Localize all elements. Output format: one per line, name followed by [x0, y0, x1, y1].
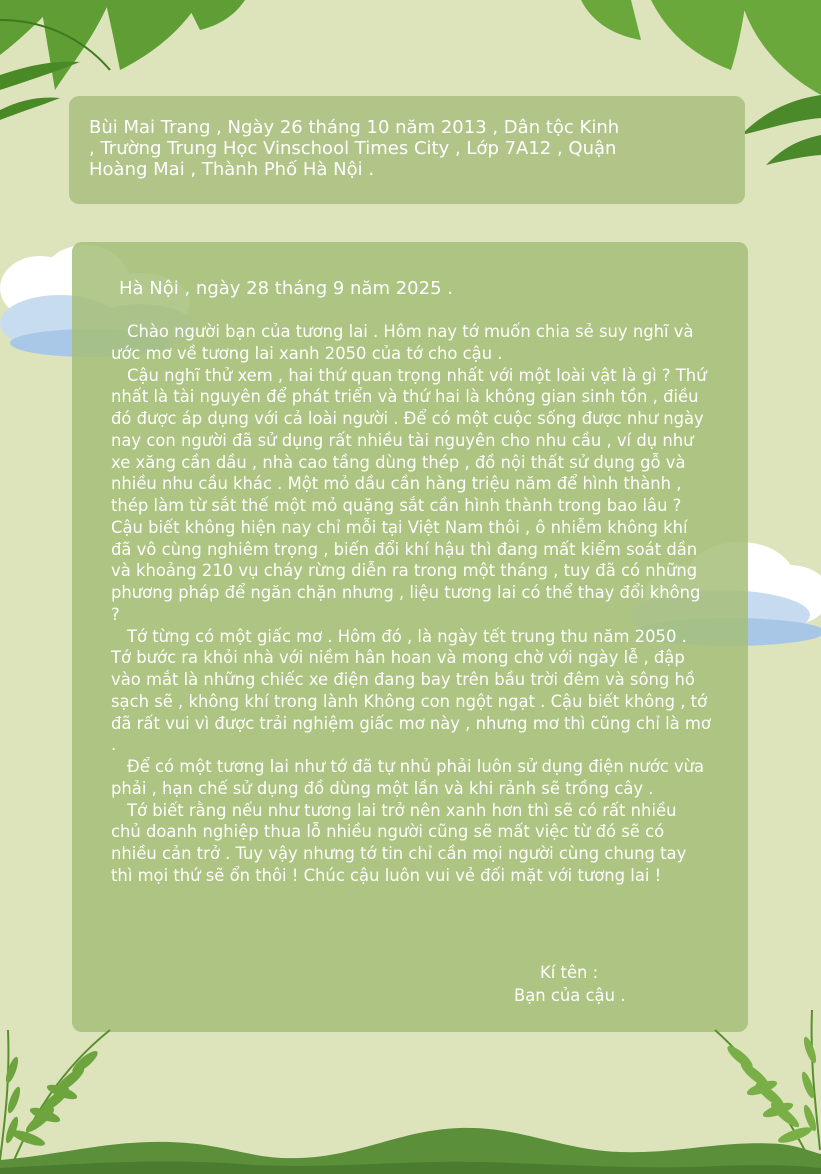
letter-box: [72, 242, 748, 1032]
letter-date: Hà Nội , ngày 28 tháng 9 năm 2025 .: [119, 278, 453, 299]
letter-paragraph: Tớ biết rằng nếu như tương lai trở nên xanh hơn thì sẽ có rất nhiều chủ doanh nghiệp thua lỗ nhiều người cũng sẽ mất việc từ đó sẽ có nhiều cản trở . Tuy vậy nhưng tớ tin chỉ cần mọi người cùng chung tay thì mọi thứ sẽ ổn thôi ! Chúc cậu luôn vui vẻ đối mặt với tương lai !: [111, 800, 687, 885]
signature-label: Kí tên :: [540, 963, 599, 982]
signature-name: Bạn của cậu .: [514, 986, 626, 1005]
letter-paragraph: Cậu nghĩ thử xem , hai thứ quan trọng nhất với một loài vật là gì ? Thứ nhất là tài nguyên để phát triển và thứ hai là không gian sinh tồn , điều đó được áp dụng với cả loài người . Để có một cuộc sống được như ngày nay con người đã sử dụng rất nhiều tài nguyên cho nhu cầu , ví dụ như xe xăng cần dầu , nhà cao tầng dùng thép , đồ nội thất sử dụng gỗ và nhiều nhu cầu khác . Một mỏ dầu cần hàng triệu năm để hình thành , thép làm từ sắt thế một mỏ quặng sắt cần hình thành trong bao lâu ? Cậu biết không hiện nay chỉ mỗi tại Việt Nam thôi , ô nhiễm không khí đã vô cùng nghiêm trọng , biến đổi khí hậu thì đang mất kiểm soát dần và khoảng 210 vụ cháy rừng diễn ra trong một tháng , tuy đã có những phương pháp để ngăn chặn nhưng , liệu tương lai có thể thay đổi không ?: [111, 365, 707, 624]
letter-paragraph: Để có một tương lai như tớ đã tự nhủ phải luôn sử dụng điện nước vừa phải , hạn chế sử dụng đồ dùng một lần và khi rảnh sẽ trồng cây .: [111, 757, 705, 798]
letter-body: [111, 321, 711, 887]
author-info-box: [69, 96, 745, 204]
letter-paragraph: Chào người bạn của tương lai . Hôm nay tớ muốn chia sẻ suy nghĩ và ước mơ về tương lai xanh 2050 của tớ cho cậu .: [111, 322, 694, 363]
letter-paragraph: Tớ từng có một giấc mơ . Hôm đó , là ngày tết trung thu năm 2050 . Tớ bước ra khỏi nhà với niềm hân hoan và mong chờ với ngày lễ , đập vào mắt là những chiếc xe điện đang bay trên bầu trời đêm và sông hồ sạch sẽ , không khí trong lành Không con ngột ngạt . Cậu biết không , tớ đã rất vui vì được trải nghiệm giấc mơ này , nhưng mơ thì cũng chỉ là mơ .: [111, 626, 711, 755]
author-info-text: Bùi Mai Trang , Ngày 26 tháng 10 năm 2013 , Dân tộc Kinh , Trường Trung Học Vinschool Times City , Lớp 7A12 , Quận Hoàng Mai , Thành Phố Hà Nội .: [89, 117, 620, 180]
hills-icon: [0, 1120, 821, 1174]
